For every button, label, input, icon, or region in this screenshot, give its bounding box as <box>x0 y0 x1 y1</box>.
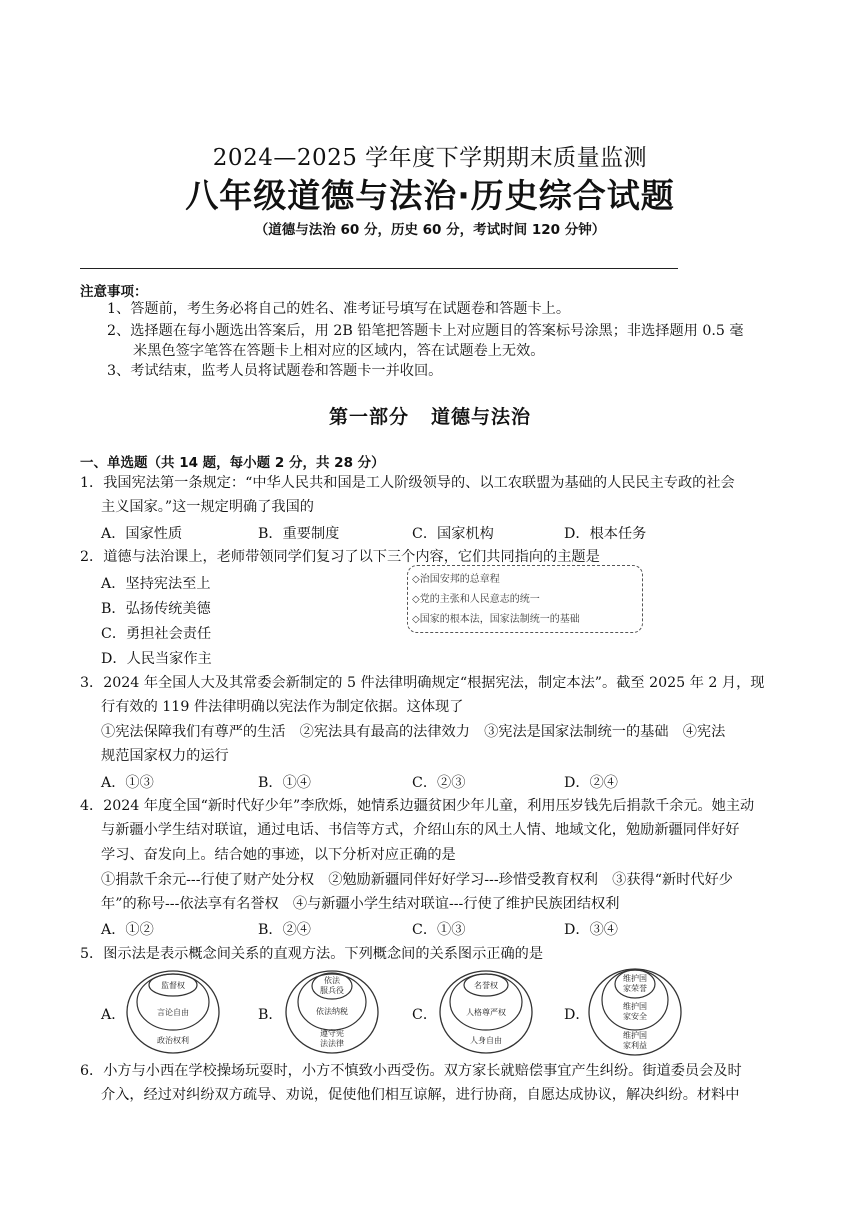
q4-statements-line1: ①捐款千余元---行使了财产处分权 ②勉励新疆同伴好好学习---珍惜受教育权利 ③获得“新时代好少 <box>101 872 733 888</box>
q1-stem-line1: 1．我国宪法第一条规定：“中华人民共和国是工人阶级领导的、以工农联盟为基础的人民民主专政的社会 <box>80 475 735 491</box>
diagram-d-label-5: 维护国 <box>623 1031 647 1040</box>
part-label: 第一部分 <box>328 406 409 428</box>
diagram-a-label-1: 监督权 <box>161 981 185 990</box>
diagram-d-label-2: 家荣誉 <box>623 984 647 993</box>
q3-stem-line2: 行有效的 119 件法律明确以宪法作为制定依据。这体现了 <box>101 699 464 715</box>
q1-option-b: B．重要制度 <box>258 526 340 542</box>
diagram-d-label-6: 家利益 <box>623 1041 647 1050</box>
q6-stem-line2: 介入，经过对纠纷双方疏导、劝说，促使他们相互谅解，进行协商，自愿达成协议，解决纠纷。材料中 <box>101 1087 740 1103</box>
diagram-d-label-3: 维护国 <box>623 1002 647 1011</box>
q6-stem-line1: 6．小方与小西在学校操场玩耍时，小方不慎致小西受伤。双方家长就赔偿事宜产生纠纷。街道委员会及时 <box>80 1063 742 1079</box>
q5-option-c-letter: C． <box>412 1007 438 1023</box>
notice-item-2: 2、选择题在每小题选出答案后，用 2B 铅笔把答题卡上对应题目的答案标号涂黑；非选择题用 0.5 毫 <box>107 323 744 339</box>
q3-option-a: A．①③ <box>101 775 154 791</box>
q3-option-b: B．①④ <box>258 775 311 791</box>
q2-content-box <box>407 565 643 633</box>
q1-option-c: C．国家机构 <box>412 526 494 542</box>
part-name: 道德与法治 <box>431 406 532 428</box>
header-divider <box>80 268 678 269</box>
notice-item-1: 1、答题前，考生务必将自己的姓名、准考证号填写在试题卷和答题卡上。 <box>107 301 571 317</box>
q4-stem-line2: 与新疆小学生结对联谊，通过电话、书信等方式，介绍山东的风土人情、地域文化，勉励新疆同伴好好 <box>101 822 740 838</box>
q5-option-d-letter: D． <box>564 1007 590 1023</box>
q2-box-item-3: ◇国家的根本法，国家法制统一的基础 <box>412 614 580 625</box>
exam-subject-title: 八年级道德与法治·历史综合试题 <box>185 176 675 215</box>
q5-diagram-d <box>586 966 684 1058</box>
q2-box-item-1: ◇治国安邦的总章程 <box>412 574 500 585</box>
q1-stem-line2: 主义国家。”这一规定明确了我国的 <box>101 499 314 515</box>
diagram-a-label-3: 政治权利 <box>157 1036 189 1045</box>
q3-option-d: D．②④ <box>564 775 618 791</box>
q5-option-a-letter: A． <box>101 1007 126 1023</box>
q3-stem-line1: 3．2024 年全国人大及其常委会新制定的 5 件法律明确规定“根据宪法，制定本法”。截至 2025 年 2 月，现 <box>80 675 765 691</box>
q3-option-c: C．②③ <box>412 775 466 791</box>
q4-option-b: B．②④ <box>258 922 311 938</box>
q2-stem: 2．道德与法治课上，老师带领同学们复习了以下三个内容，它们共同指向的主题是 <box>80 549 600 565</box>
q1-option-d: D．根本任务 <box>564 526 647 542</box>
q4-option-a: A．①② <box>101 922 154 938</box>
diagram-b-label-5: 法法律 <box>320 1039 344 1048</box>
diagram-c-label-2: 人格尊严权 <box>466 1008 506 1017</box>
q5-option-b-letter: B． <box>258 1007 283 1023</box>
q3-statements-line2: 规范国家权力的运行 <box>101 748 229 764</box>
q4-statements-line2: 年”的称号---依法享有名誉权 ④与新疆小学生结对联谊---行使了维护民族团结权利 <box>101 896 620 912</box>
q2-option-d: D．人民当家作主 <box>101 651 212 667</box>
diagram-a-label-2: 言论自由 <box>157 1008 189 1017</box>
notice-item-2-cont: 米黑色签字笔答在答题卡上相对应的区域内，答在试题卷上无效。 <box>133 343 545 359</box>
q2-box-item-2: ◇党的主张和人民意志的统一 <box>412 594 540 605</box>
exam-score-info: （道德与法治 60 分，历史 60 分，考试时间 120 分钟） <box>254 222 606 238</box>
q5-diagram-c <box>437 968 535 1056</box>
diagram-b-label-4: 遵守宪 <box>320 1029 344 1038</box>
diagram-b-label-2: 服兵役 <box>320 986 344 995</box>
q4-stem-line1: 4．2024 年度全国“新时代好少年”李欣烁，她情系边疆贫困少年儿童，利用压岁钱先后捐款千余元。她主动 <box>80 798 755 814</box>
q3-statements-line1: ①宪法保障我们有尊严的生活 ②宪法具有最高的法律效力 ③宪法是国家法制统一的基础 ④宪法 <box>101 724 726 740</box>
diagram-c-label-1: 名誉权 <box>474 981 498 990</box>
q2-option-c: C．勇担社会责任 <box>101 626 212 642</box>
section-heading: 一、单选题（共 14 题，每小题 2 分，共 28 分） <box>80 455 385 471</box>
q5-diagram-b <box>283 968 381 1056</box>
q4-stem-line3: 学习、奋发向上。结合她的事迹，以下分析对应正确的是 <box>101 847 456 863</box>
q1-option-a: A．国家性质 <box>101 526 183 542</box>
exam-term-title: 2024—2025 学年度下学期期末质量监测 <box>212 145 648 171</box>
diagram-b-label-3: 依法纳税 <box>316 1007 348 1016</box>
q2-option-a: A．坚持宪法至上 <box>101 576 211 592</box>
part-heading <box>0 402 860 429</box>
q5-stem: 5．图示法是表示概念间关系的直观方法。下列概念间的关系图示正确的是 <box>80 946 544 962</box>
q4-option-c: C．①③ <box>412 922 466 938</box>
notice-item-3: 3、考试结束，监考人员将试题卷和答题卡一并收回。 <box>107 363 443 379</box>
q2-option-b: B．弘扬传统美德 <box>101 601 211 617</box>
diagram-c-label-3: 人身自由 <box>470 1036 502 1045</box>
diagram-d-label-1: 维护国 <box>623 974 647 983</box>
diagram-b-label-1: 依法 <box>324 976 340 985</box>
q5-diagram-a <box>124 968 222 1056</box>
q4-option-d: D．③④ <box>564 922 618 938</box>
diagram-d-label-4: 家安全 <box>623 1012 647 1021</box>
notice-heading: 注意事项： <box>80 284 148 300</box>
